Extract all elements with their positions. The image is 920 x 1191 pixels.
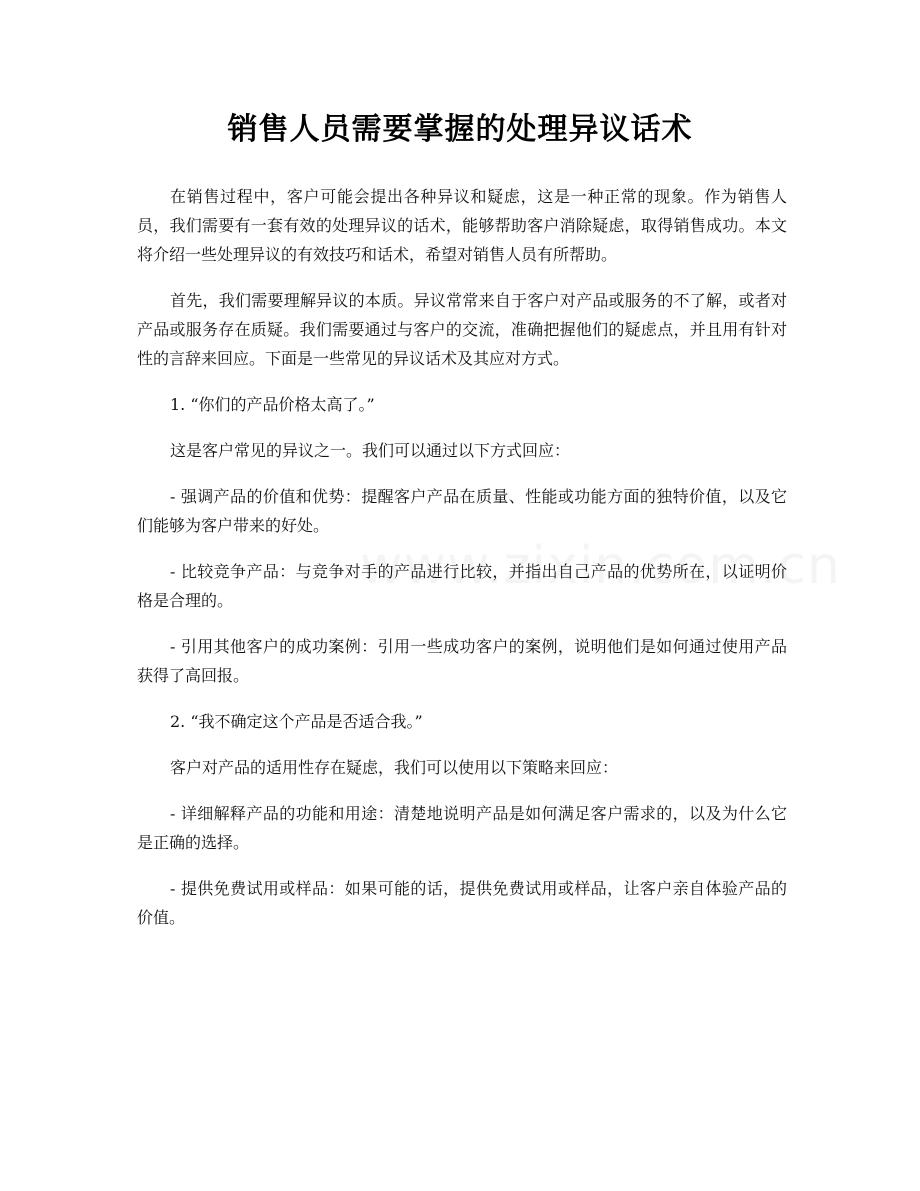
page-title: 销售人员需要掌握的处理异议话术 — [227, 112, 693, 147]
document-body — [137, 182, 787, 932]
objection-heading-1: 1. “你们的产品价格太高了。” — [170, 395, 375, 414]
list-item: - 强调产品的价值和优势：提醒客户产品在质量、性能或功能方面的独特价值，以及它们能够为客户带来的好处。 — [137, 487, 787, 535]
list-item: - 提供免费试用或样品：如果可能的话，提供免费试用或样品，让客户亲自体验产品的价值。 — [137, 879, 787, 927]
objection-heading-2: 2. “我不确定这个产品是否适合我。” — [170, 712, 423, 731]
list-item: - 详细解释产品的功能和用途：清楚地说明产品是如何满足客户需求的，以及为什么它是正确的选择。 — [137, 804, 787, 852]
list-item: - 引用其他客户的成功案例：引用一些成功客户的案例，说明他们是如何通过使用产品获得了高回报。 — [137, 637, 787, 685]
paragraph-response-intro-2: 客户对产品的适用性存在疑虑，我们可以使用以下策略来回应： — [170, 758, 619, 777]
paragraph-understanding: 首先，我们需要理解异议的本质。异议常常来自于客户对产品或服务的不了解，或者对产品或服务存在质疑。我们需要通过与客户的交流，准确把握他们的疑虑点，并且用有针对性的言辞来回应。下面是一些常见的异议话术及其应对方式。 — [137, 291, 787, 368]
list-item: - 比较竞争产品：与竞争对手的产品进行比较，并指出自己产品的优势所在，以证明价格是合理的。 — [137, 562, 787, 610]
paragraph-intro: 在销售过程中，客户可能会提出各种异议和疑虑，这是一种正常的现象。作为销售人员，我们需要有一套有效的处理异议的话术，能够帮助客户消除疑虑，取得销售成功。本文将介绍一些处理异议的有效技巧和话术，希望对销售人员有所帮助。 — [137, 187, 787, 264]
paragraph-response-intro-1: 这是客户常见的异议之一。我们可以通过以下方式回应： — [170, 441, 571, 460]
